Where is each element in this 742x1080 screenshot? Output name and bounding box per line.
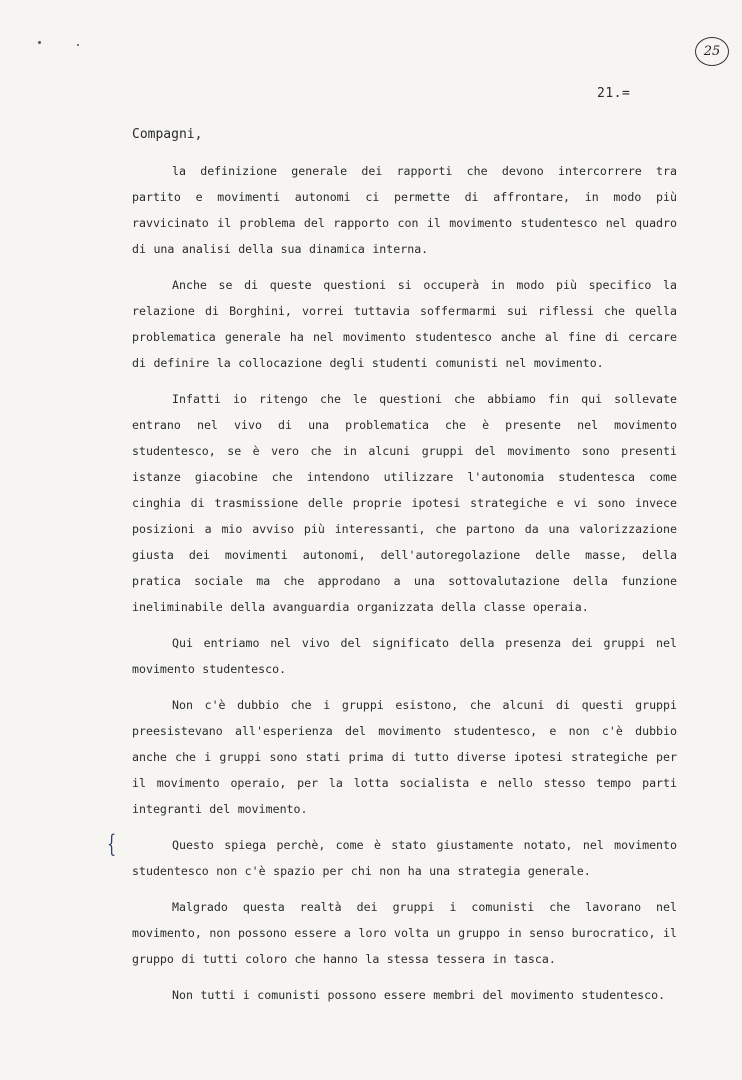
paragraph: Qui entriamo nel vivo del significato della presenza dei gruppi nel movimento studentesco.: [132, 636, 677, 676]
circled-page-stamp: 25: [695, 37, 729, 66]
paper-speck: [77, 44, 79, 46]
paragraph: la definizione generale dei rapporti che devono intercorrere tra partito e movimenti autonomi ci permette di affrontare, in modo più ravvicinato il problema del rapporto con il movimento studentesco nel quadro di una analisi della sua dinamica interna.: [132, 164, 677, 256]
paper-speck: [38, 41, 41, 44]
paragraph: Non tutti i comunisti possono essere membri del movimento studentesco.: [172, 988, 666, 1002]
page-number: 21.=: [597, 86, 631, 101]
letter-body: [132, 122, 677, 1018]
margin-brace-mark: {: [107, 830, 117, 858]
salutation: Compagni,: [132, 127, 203, 142]
paragraph: Malgrado questa realtà dei gruppi i comunisti che lavorano nel movimento, non possono essere a loro volta un gruppo in senso burocratico, il gruppo di tutti coloro che hanno la stessa tessera in tasca.: [132, 900, 677, 966]
paragraph: Non c'è dubbio che i gruppi esistono, che alcuni di questi gruppi preesistevano all'esperienza del movimento studentesco, e non c'è dubbio anche che i gruppi sono stati prima di tutto diverse ipotesi strategiche per il movimento operaio, per la lotta socialista e nello stesso tempo parti integranti del movimento.: [132, 698, 677, 816]
paragraph: Infatti io ritengo che le questioni che abbiamo fin qui sollevate entrano nel vivo di una problematica che è presente nel movimento studentesco, se è vero che in alcuni gruppi del movimento sono presenti istanze giacobine che intendono utilizzare l'autonomia studentesca come cinghia di trasmissione delle proprie ipotesi strategiche e vi sono invece posizioni a mio avviso più interessanti, che partono da una valorizzazione giusta dei movimenti autonomi, dell'autoregolazione delle masse, della pratica sociale ma che approdano a una sottovalutazione della funzione ineliminabile della avanguardia organizzata della classe operaia.: [132, 392, 677, 614]
paragraph: Anche se di queste questioni si occuperà in modo più specifico la relazione di Borghini, vorrei tuttavia soffermarmi sui riflessi che quella problematica generale ha nel movimento studentesco anche al fine di cercare di definire la collocazione degli studenti comunisti nel movimento.: [132, 278, 677, 370]
paragraph: Questo spiega perchè, come è stato giustamente notato, nel movimento studentesco non c'è spazio per chi non ha una strategia generale.: [132, 838, 677, 878]
